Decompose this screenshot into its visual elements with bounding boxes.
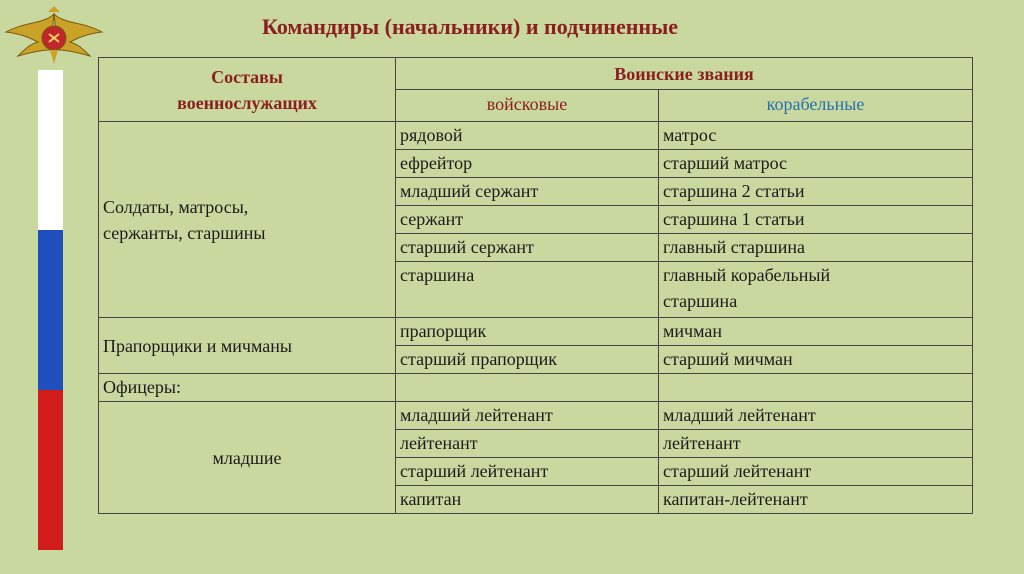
table-row: старшина — [396, 262, 659, 318]
table-row: сержант — [396, 206, 659, 234]
table-row: старший лейтенант — [659, 458, 973, 486]
table-row: матрос — [659, 122, 973, 150]
page-title: Командиры (начальники) и подчиненные — [261, 14, 679, 39]
table-row: старшина 1 статьи — [659, 206, 973, 234]
officers-group: Офицеры: — [99, 374, 396, 402]
table-row: младший лейтенант — [659, 402, 973, 430]
table-row: старший прапорщик — [396, 346, 659, 374]
table-row: старший мичман — [659, 346, 973, 374]
navy-header: корабельные — [659, 90, 973, 122]
table-row: младший сержант — [396, 178, 659, 206]
table-row: прапорщик — [396, 318, 659, 346]
table-row: ефрейтор — [396, 150, 659, 178]
table-row: лейтенант — [396, 430, 659, 458]
table-row: старший матрос — [659, 150, 973, 178]
table-row: младший лейтенант — [396, 402, 659, 430]
ranks-header: Воинские звания — [396, 58, 973, 90]
table-row: старший сержант — [396, 234, 659, 262]
soldiers-group: Солдаты, матросы, сержанты, старшины — [99, 122, 396, 318]
table-row: старшина 2 статьи — [659, 178, 973, 206]
eagle-emblem-icon — [4, 4, 104, 68]
table-row: лейтенант — [659, 430, 973, 458]
table-row: рядовой — [396, 122, 659, 150]
warrant-group: Прапорщики и мичманы — [99, 318, 396, 374]
ranks-table — [98, 57, 973, 514]
table-row: мичман — [659, 318, 973, 346]
table-row: капитан — [396, 486, 659, 514]
table-row: главный корабельный старшина — [659, 262, 973, 318]
junior-officers-group: младшие — [99, 402, 396, 514]
table-row: капитан-лейтенант — [659, 486, 973, 514]
table-row: старший лейтенант — [396, 458, 659, 486]
army-header: войсковые — [396, 90, 659, 122]
table-row: главный старшина — [659, 234, 973, 262]
russian-flag-stripe — [38, 70, 63, 550]
composition-header: Составы военнослужащих — [99, 58, 396, 122]
